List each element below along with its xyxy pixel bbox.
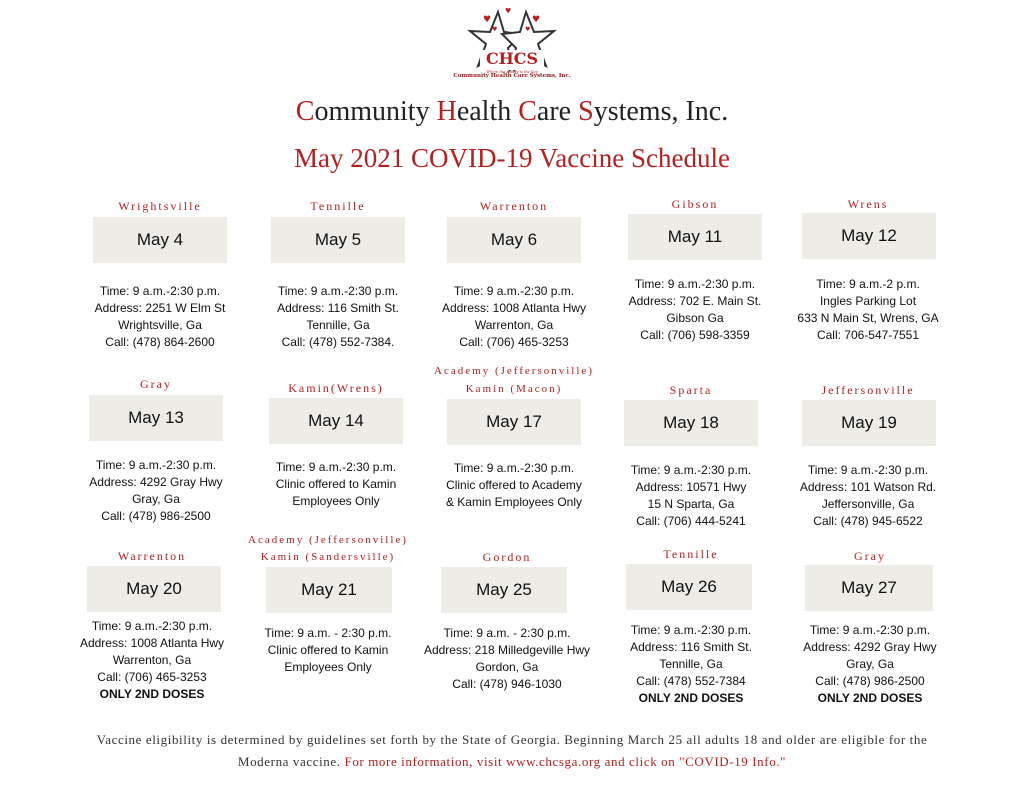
dose-note: ONLY 2ND DOSES [99,687,205,701]
dose-note: ONLY 2ND DOSES [638,691,744,705]
eligibility-line: Vaccine eligibility is determined by guidelines set forth by the State of Georgia. Beginning March 25 all adults 18 and older are eligible for the [96,732,928,747]
clinic-info [70,283,250,351]
date-box: May 21 [266,567,392,613]
schedule-cell-tennille [248,198,428,358]
info-line: Gibson Ga [666,311,724,325]
schedule-cell-wrightsville [70,198,250,358]
info-line: Tennille, Ga [659,657,723,671]
info-line: Clinic offered to Kamin [267,643,389,657]
info-line: Gray, Ga [132,492,180,506]
schedule-cell-kamin-wrens [246,380,426,530]
info-line: Call: (706) 465-3253 [459,335,569,349]
info-line: Employees Only [292,494,380,508]
info-line: 15 N Sparta, Ga [647,497,735,511]
info-line: Call: (478) 945-6522 [813,514,923,528]
info-line: Call: (706) 598-3359 [640,328,750,342]
clinic-info [424,460,604,511]
schedule-cell-gray-2nd [780,548,960,708]
page-subtitle: May 2021 COVID-19 Vaccine Schedule [294,143,730,173]
info-line: Time: 9 a.m.-2:30 p.m. [277,284,399,298]
info-line: Call: (478) 986-2500 [101,509,211,523]
date-box: May 17 [447,399,581,445]
info-line: 633 N Main St, Wrens, GA [797,311,939,325]
eligibility-note [0,729,1024,773]
clinic-info [780,622,960,707]
clinic-info [424,283,604,351]
info-line: Time: 9 a.m.-2 p.m. [816,277,920,291]
date-box: May 11 [628,214,762,260]
schedule-cell-gray [66,376,246,531]
eligibility-text: Moderna vaccine. [237,754,341,769]
info-line: Time: 9 a.m.-2:30 p.m. [453,284,575,298]
location-label: Academy (Jeffersonville) [248,534,408,546]
info-line: Warrenton, Ga [112,653,192,667]
date-box: May 5 [271,217,405,263]
info-line: Time: 9 a.m. - 2:30 p.m. [264,626,392,640]
schedule-cell-gibson [605,196,785,356]
info-line: Time: 9 a.m.-2:30 p.m. [630,463,752,477]
location-label: Tennille [310,199,366,213]
svg-text:♥: ♥ [532,15,541,25]
schedule-cell-sparta [601,382,781,537]
date-box: May 27 [805,565,933,611]
clinic-info [601,622,781,707]
info-line: Time: 9 a.m.-2:30 p.m. [807,463,929,477]
location-label: Warrenton [479,199,549,213]
dose-note: ONLY 2ND DOSES [817,691,923,705]
clinic-info [62,618,242,703]
date-box: May 12 [802,213,936,259]
clinic-info [238,625,418,676]
logo-caption: Community Health Care Systems, Inc. [453,73,571,79]
info-line: Address: 702 E. Main St. [628,294,762,308]
date-box: May 4 [93,217,227,263]
info-line: Time: 9 a.m.-2:30 p.m. [630,623,752,637]
info-line: Address: 101 Watson Rd. [799,480,937,494]
info-line: Wrightsville, Ga [118,318,202,332]
schedule-cell-warrenton-2nd [62,548,242,708]
clinic-info [778,276,958,344]
info-line: Time: 9 a.m.-2:30 p.m. [99,284,221,298]
schedule-cell-tennille-2nd [601,546,781,706]
info-line: Clinic offered to Kamin [275,477,397,491]
info-line: Gray, Ga [846,657,894,671]
info-line: Address: 10571 Hwy [635,480,747,494]
info-line: Warrenton, Ga [474,318,554,332]
location-label: Academy (Jeffersonville) [434,365,594,377]
info-line: Time: 9 a.m.-2:30 p.m. [634,277,756,291]
page-title [0,96,1024,128]
location-label: Wrens [847,197,889,211]
location-label: Gordon [482,550,532,564]
location-label: Gibson [671,197,719,211]
title-cap: C [518,96,537,127]
svg-text:♥: ♥ [483,15,492,25]
date-box: May 19 [802,400,936,446]
title-cap: H [436,96,457,127]
info-line: Call: (478) 946-1030 [452,677,562,691]
more-info-link[interactable]: For more information, visit www.chcsga.org and click on "COVID-19 Info." [344,754,787,769]
info-line: Address: 4292 Gray Hwy [89,475,223,489]
location-label: Gray [854,549,886,563]
clinic-info [248,283,428,351]
info-line: Call: (478) 864-2600 [105,335,215,349]
info-line: Call: (706) 444-5241 [636,514,746,528]
info-line: Call: (478) 552-7384. [281,335,395,349]
location-label: Kamin (Sandersville) [260,551,396,563]
date-box: May 13 [89,395,223,441]
info-line: Time: 9 a.m.-2:30 p.m. [95,458,217,472]
info-line: Time: 9 a.m.-2:30 p.m. [453,461,575,475]
svg-text:♥: ♥ [492,26,498,33]
schedule-cell-jeffersonville [778,382,958,537]
date-box: May 26 [626,564,752,610]
info-line: Jeffersonville, Ga [821,497,915,511]
location-label: Kamin (Macon) [465,383,563,395]
logo-tagline: Where the Family is the Key [486,70,538,74]
date-box: May 6 [447,217,581,263]
info-line: Time: 9 a.m.-2:30 p.m. [809,623,931,637]
schedule-cell-academy-kamin-macon [424,363,604,523]
eligibility-line-2 [0,751,1024,773]
clinic-info [778,462,958,530]
clinic-info [417,625,597,693]
schedule-cell-academy-kamin-sandersville [238,532,418,692]
location-label: Kamin(Wrens) [288,381,384,395]
logo-text: CHCS [485,49,539,68]
info-line: Address: 1008 Atlanta Hwy [79,636,225,650]
info-line: Call: (706) 465-3253 [97,670,207,684]
svg-text:♥: ♥ [505,7,512,15]
info-line: Address: 2251 W Elm St [94,301,226,315]
location-label: Warrenton [117,549,187,563]
schedule-cell-warrenton [424,198,604,358]
info-line: Gordon, Ga [475,660,539,674]
location-label: Sparta [669,383,713,397]
info-line: Address: 1008 Atlanta Hwy [441,301,587,315]
info-line: Address: 4292 Gray Hwy [803,640,937,654]
clinic-info [246,459,426,510]
date-box: May 18 [624,400,758,446]
title-word: ommunity [314,96,437,127]
clinic-info [605,276,785,344]
clinic-info [66,457,246,525]
date-box: May 25 [441,567,567,613]
location-label: Tennille [663,547,719,561]
info-line: Clinic offered to Academy [446,478,582,492]
info-line: Ingles Parking Lot [819,294,917,308]
title-cap: S [578,96,594,127]
info-line: Address: 116 Smith St. [277,301,399,315]
date-box: May 20 [87,566,221,612]
info-line: & Kamin Employees Only [445,495,583,509]
location-label: Jeffersonville [821,383,915,397]
info-line: Time: 9 a.m.-2:30 p.m. [91,619,213,633]
schedule-cell-gordon [417,549,597,699]
clinic-info [601,462,781,530]
info-line: Call: (478) 552-7384 [636,674,746,688]
title-word: ystems, Inc. [593,96,729,127]
info-line: Call: 706-547-7551 [816,328,920,342]
schedule-cell-wrens [778,196,958,356]
date-box: May 14 [269,398,403,444]
info-line: Time: 9 a.m. - 2:30 p.m. [443,626,571,640]
svg-text:♥: ♥ [525,26,531,33]
info-line: Time: 9 a.m.-2:30 p.m. [275,460,397,474]
info-line: Tennille, Ga [306,318,370,332]
info-line: Address: 116 Smith St. [630,640,752,654]
info-line: Call: (478) 986-2500 [815,674,925,688]
location-label: Gray [140,377,172,391]
info-line: Address: 218 Milledgeville Hwy [423,643,591,657]
title-word: ealth [456,96,519,127]
info-line: Employees Only [284,660,372,674]
title-cap: C [295,96,315,127]
location-label: Wrightsville [118,199,202,213]
title-word: are [536,96,579,127]
